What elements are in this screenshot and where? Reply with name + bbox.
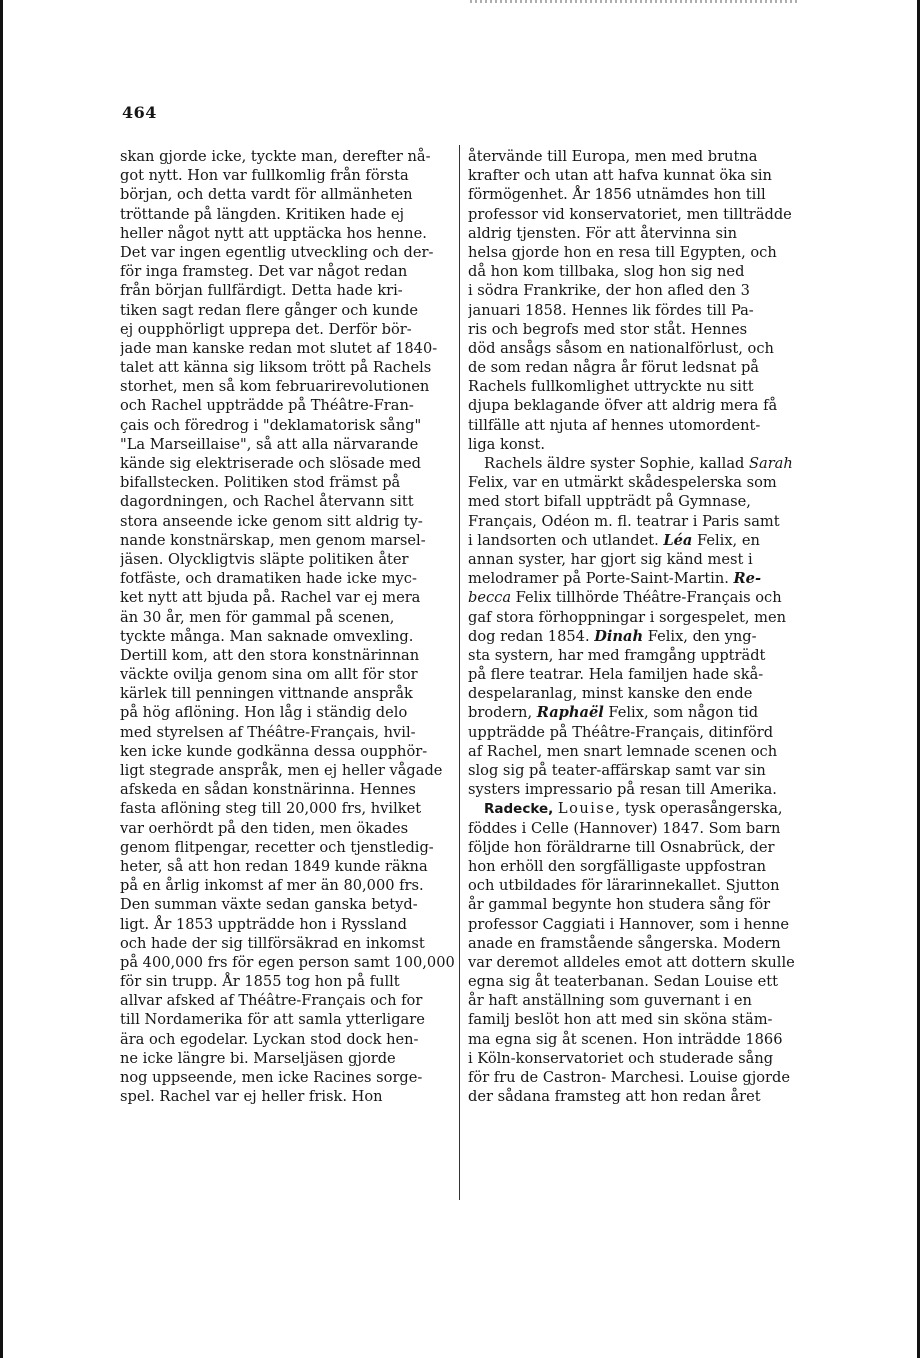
- text-span: dog redan 1854.: [468, 627, 595, 645]
- name-rebecca-part1: Re-: [733, 570, 762, 588]
- text-line: återvände till Europa, men med brutna: [468, 148, 758, 165]
- text-line: ära och egodelar. Lyckan stod dock hen-: [120, 1030, 419, 1048]
- text-line: professor vid konservatoriet, men tillträdde: [468, 205, 792, 223]
- text-line: ma egna sig åt scenen. Hon inträdde 1866: [468, 1030, 783, 1048]
- text-line: för sin trupp. År 1855 tog hon på fullt: [120, 973, 400, 991]
- paragraph-rachel-end: [468, 147, 810, 454]
- text-line: föddes i Celle (Hannover) 1847. Som barn: [468, 819, 781, 837]
- text-line: djupa beklagande öfver att aldrig mera få: [468, 397, 778, 415]
- text-line: Dertill kom, att den stora konstnärinnan: [120, 646, 420, 664]
- text-line: år gammal begynte hon studera sång för: [468, 896, 771, 914]
- text-line: systers impressario på resan till Amerika.: [468, 781, 777, 799]
- text-line: heller något nytt att upptäcka hos henne.: [120, 224, 427, 242]
- text-line: afskeda en sådan konstnärinna. Hennes: [120, 781, 416, 799]
- text-line: aldrig tjensten. För att återvinna sin: [468, 224, 738, 242]
- text-line: [468, 531, 810, 550]
- name-rebecca-part2: becca: [468, 589, 512, 607]
- entry-radecke-body: [468, 819, 810, 1107]
- text-line: hon erhöll den sorgfälligaste uppfostran: [468, 857, 767, 875]
- text-span: Felix, en: [692, 531, 760, 549]
- text-line: bifallstecken. Politiken stod främst på: [120, 474, 401, 492]
- text-line: ligt. År 1853 uppträdde hon i Ryssland: [120, 915, 407, 933]
- text-line: fasta aflöning steg till 20,000 frs, hvilket: [120, 800, 422, 818]
- text-span: , tysk operasångerska,: [615, 800, 783, 818]
- right-column: [468, 147, 810, 1106]
- text-line: ken icke kunde godkänna dessa oupphör-: [120, 742, 428, 760]
- text-line: då hon kom tillbaka, slog hon sig ned: [468, 263, 745, 281]
- text-line: annan syster, har gjort sig känd mest i: [468, 550, 753, 568]
- text-line: stora anseende icke genom sitt aldrig ty-: [120, 512, 423, 530]
- text-line: nande konstnärskap, men genom marsel-: [120, 531, 426, 549]
- text-line: och utbildades för lärarinnekallet. Sjutton: [468, 877, 780, 895]
- text-line: jade man kanske redan mot slutet af 1840-: [120, 339, 438, 357]
- text-line: ej oupphörligt upprepa det. Derför bör-: [120, 320, 412, 338]
- text-span: Rachels äldre syster Sophie, kallad: [484, 455, 749, 472]
- text-span: i landsorten och utlandet.: [468, 531, 664, 549]
- text-span: brodern,: [468, 704, 537, 722]
- text-line: förmögenhet. År 1856 utnämdes hon till: [468, 186, 766, 204]
- entry-radecke: [468, 799, 810, 1106]
- text-line: i Köln-konservatoriet och studerade sång: [468, 1049, 774, 1067]
- left-column: [120, 147, 462, 1106]
- text-span: Felix, den yng-: [643, 627, 757, 645]
- text-line: got nytt. Hon var fullkomlig från första: [120, 167, 409, 185]
- text-line: der sådana framsteg att hon redan året: [468, 1088, 761, 1106]
- text-line: för inga framsteg. Det var något redan: [120, 263, 408, 281]
- page-number: 464: [122, 103, 157, 122]
- text-line: med styrelsen af Théâtre-Français, hvil-: [120, 723, 416, 741]
- text-line: till Nordamerika för att samla ytterligare: [120, 1011, 425, 1029]
- text-line: och Rachel uppträdde på Théâtre-Fran-: [120, 397, 414, 415]
- text-line: tröttande på längden. Kritiken hade ej: [120, 205, 404, 223]
- text-line: helsa gjorde hon en resa till Egypten, och: [468, 243, 777, 261]
- text-line: af Rachel, men snart lemnade scenen och: [468, 742, 778, 760]
- text-line: sta systern, har med framgång uppträdt: [468, 646, 766, 664]
- name-sarah: Sarah: [749, 455, 793, 472]
- text-line: kände sig elektriserade och slösade med: [120, 455, 421, 472]
- text-line: liga konst.: [468, 435, 546, 453]
- text-line: från början fullfärdigt. Detta hade kri-: [120, 282, 403, 300]
- text-span: Felix, som någon tid: [603, 704, 759, 722]
- name-lea: Léa: [663, 531, 693, 549]
- text-line: ligt stegrade anspråk, men ej heller vågade: [120, 762, 443, 779]
- text-line: med stort bifall uppträdt på Gymnase,: [468, 493, 751, 511]
- text-line: var oerhördt på den tiden, men ökades: [120, 819, 409, 837]
- text-line: despelaranlag, minst kanske den ende: [468, 685, 753, 703]
- text-line: [468, 627, 810, 646]
- text-line: professor Caggiati i Hannover, som i henne: [468, 915, 789, 933]
- text-line: uppträdde på Théâtre-Français, ditinförd: [468, 723, 774, 741]
- text-line: [468, 799, 810, 818]
- text-line: heter, så att hon redan 1849 kunde räkna: [120, 857, 428, 875]
- entry-headword: Radecke,: [484, 801, 554, 818]
- text-line: ket nytt att bjuda på. Rachel var ej mera: [120, 589, 421, 607]
- text-line: storhet, men så kom februarirevolutionen: [120, 378, 430, 396]
- text-line: Den summan växte sedan ganska betyd-: [120, 896, 418, 914]
- text-line: allvar afsked af Théâtre-Français och for: [120, 992, 423, 1010]
- text-line: kärlek till penningen vittnande anspråk: [120, 685, 413, 703]
- text-span: Felix tillhörde Théâtre-Français och: [511, 589, 782, 607]
- text-line: tyckte många. Man saknade omvexling.: [120, 627, 414, 645]
- text-span: melodramer på Porte-Saint-Martin.: [468, 570, 734, 588]
- text-line: [468, 703, 810, 722]
- text-line: på hög aflöning. Hon låg i ständig delo: [120, 704, 408, 722]
- text-line: skan gjorde icke, tyckte man, derefter nå-: [120, 148, 431, 165]
- text-line: familj beslöt hon att med sin sköna stäm-: [468, 1011, 773, 1029]
- text-line: Det var ingen egentlig utveckling och der-: [120, 243, 434, 261]
- text-line: egna sig åt teaterbanan. Sedan Louise ett: [468, 973, 778, 991]
- paragraph-felix-family: [468, 454, 810, 799]
- text-line: för fru de Castron- Marchesi. Louise gjorde: [468, 1069, 790, 1086]
- name-dinah: Dinah: [594, 627, 644, 645]
- text-line: följde hon föräldrarne till Osnabrück, der: [468, 838, 775, 856]
- text-line: dagordningen, och Rachel återvann sitt: [120, 493, 414, 511]
- text-line: slog sig på teater-affärskap samt var sin: [468, 762, 766, 779]
- text-line: krafter och utan att hafva kunnat öka sin: [468, 167, 772, 185]
- text-line: Rachels fullkomlighet uttryckte nu sitt: [468, 378, 754, 396]
- text-line: nog uppseende, men icke Racines sorge-: [120, 1069, 423, 1086]
- text-line: ris och begrofs med stor ståt. Hennes: [468, 320, 748, 338]
- text-line: [468, 454, 810, 473]
- text-line: väckte ovilja genom sina om allt för stor: [120, 666, 418, 684]
- text-line: början, och detta vardt för allmänheten: [120, 186, 413, 204]
- scan-top-speckle: [470, 0, 800, 3]
- text-line: jäsen. Olyckligtvis släpte politiken åter: [120, 550, 409, 568]
- scan-edge-left: [0, 0, 3, 1358]
- text-line: Français, Odéon m. fl. teatrar i Paris samt: [468, 512, 780, 530]
- text-line: spel. Rachel var ej heller frisk. Hon: [120, 1088, 383, 1106]
- text-line: ne icke längre bi. Marseljäsen gjorde: [120, 1049, 396, 1067]
- text-line: död ansågs såsom en nationalförlust, och: [468, 339, 774, 357]
- text-line: de som redan några år förut ledsnat på: [468, 359, 759, 377]
- text-line: på en årlig inkomst af mer än 80,000 frs.: [120, 877, 424, 895]
- text-line: och hade der sig tillförsäkrad en inkomst: [120, 934, 425, 952]
- text-line: talet att känna sig liksom trött på Rachels: [120, 359, 432, 377]
- text-line: än 30 år, men för gammal på scenen,: [120, 608, 395, 626]
- column-divider: [459, 145, 460, 1200]
- text-line: [468, 569, 810, 588]
- text-line: fotfäste, och dramatiken hade icke myc-: [120, 570, 417, 588]
- entry-given-name: Louise: [557, 800, 616, 818]
- text-line: tillfälle att njuta af hennes utomordent-: [468, 416, 761, 434]
- name-raphael: Raphaël: [536, 704, 604, 722]
- text-line: "La Marseillaise", så att alla närvarande: [120, 435, 419, 453]
- text-line: Felix, var en utmärkt skådespelerska som: [468, 474, 777, 492]
- text-line: çais och föredrog i "deklamatorisk sång": [120, 416, 422, 434]
- text-line: tiken sagt redan flere gånger och kunde: [120, 301, 419, 319]
- text-line: [468, 588, 810, 607]
- text-line: år haft anställning som guvernant i en: [468, 992, 752, 1010]
- text-line: var deremot alldeles emot att dottern skulle: [468, 953, 795, 971]
- text-line: anade en framstående sångerska. Modern: [468, 934, 781, 952]
- text-line: på 400,000 frs för egen person samt 100,000: [120, 953, 455, 971]
- text-line: i södra Frankrike, der hon afled den 3: [468, 282, 750, 300]
- text-line: gaf stora förhoppningar i sorgespelet, men: [468, 608, 787, 626]
- text-line: på flere teatrar. Hela familjen hade skå-: [468, 666, 764, 684]
- text-line: januari 1858. Hennes lik fördes till Pa-: [468, 301, 754, 319]
- text-line: genom flitpengar, recetter och tjenstledig-: [120, 838, 434, 856]
